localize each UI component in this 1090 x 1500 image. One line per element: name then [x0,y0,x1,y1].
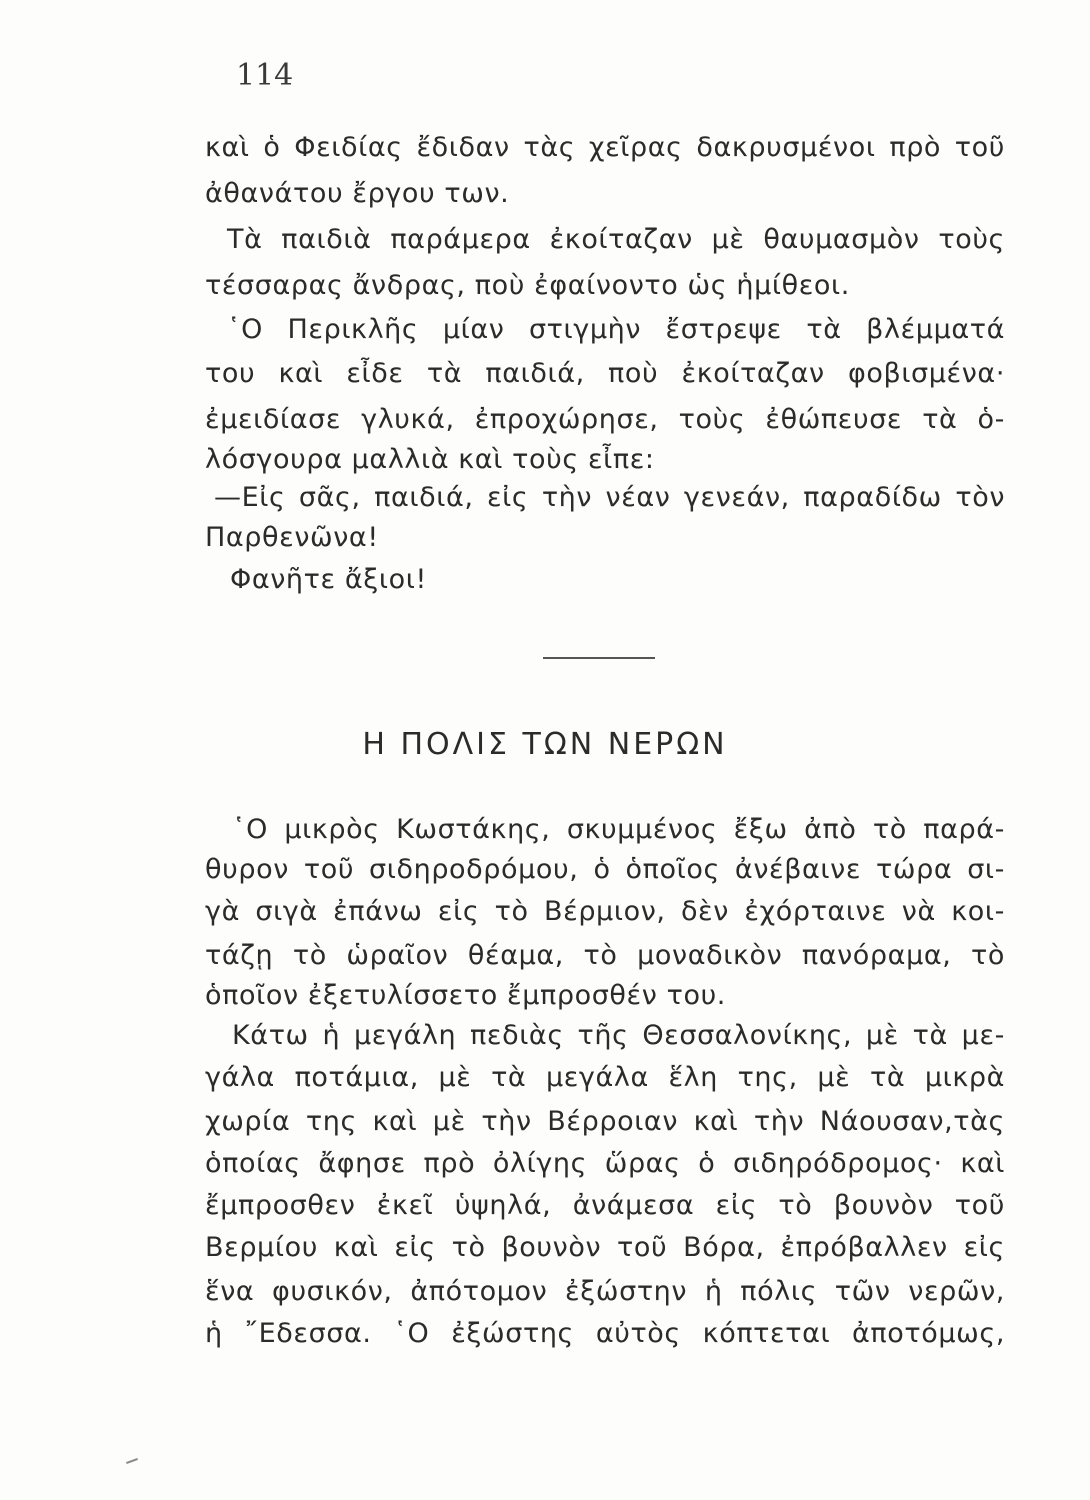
text-line: γάλα ποτάμια, μὲ τὰ μεγάλα ἕλη της, μὲ τὰ μικρὰ [205,1062,1005,1093]
text-line: Κάτω ἡ μεγάλη πεδιὰς τῆς Θεσσαλονίκης, μὲ τὰ με- [232,1020,1005,1051]
text-line: ἕνα φυσικόν, ἀπότομον ἐξώστην ἡ πόλις τῶν νερῶν, [205,1276,1005,1307]
text-line: τάζῃ τὸ ὡραῖον θέαμα, τὸ μοναδικὸν πανόραμα, τὸ [205,940,1005,971]
print-speck [126,1458,138,1464]
page-number: 114 [236,58,294,93]
text-line: Παρθενῶνα! [205,522,379,553]
text-line: Τὰ παιδιὰ παράμερα ἐκοίταζαν μὲ θαυμασμὸν τοὺς [227,224,1005,255]
text-line: του καὶ εἶδε τὰ παιδιά, ποὺ ἐκοίταζαν φοβισμένα· [205,358,1005,389]
text-line: χωρία της καὶ μὲ τὴν Βέρροιαν καὶ τὴν Νάουσαν,τὰς [205,1106,1005,1137]
text-line: λόσγουρα μαλλιὰ καὶ τοὺς εἶπε: [205,444,655,475]
text-line: Βερμίου καὶ εἰς τὸ βουνὸν τοῦ Βόρα, ἐπρόβαλλεν εἰς [205,1232,1005,1263]
text-line: ῾Ο μικρὸς Κωστάκης, σκυμμένος ἔξω ἀπὸ τὸ παρά- [232,814,1005,845]
text-line: —Εἰς σᾶς, παιδιά, εἰς τὴν νέαν γενεάν, παραδίδω τὸν [214,482,1005,513]
text-line: ῾Ο Περικλῆς μίαν στιγμὴν ἔστρεψε τὰ βλέμματά [227,314,1005,345]
text-line: ὁποῖον ἐξετυλίσσετο ἔμπροσθέν του. [205,980,726,1011]
text-line: θυρον τοῦ σιδηροδρόμου, ὁ ὁποῖος ἀνέβαινε τώρα σι- [205,854,1005,885]
text-line: γὰ σιγὰ ἐπάνω εἰς τὸ Βέρμιον, δὲν ἐχόρταινε νὰ κοι- [205,896,1005,927]
text-line: τέσσαρας ἄνδρας, ποὺ ἐφαίνοντο ὡς ἡμίθεοι. [205,270,850,301]
text-line: ὁποίας ἄφησε πρὸ ὀλίγης ὥρας ὁ σιδηρόδρομος· καὶ [205,1148,1005,1179]
text-line: ἀθανάτου ἔργου των. [205,178,510,209]
section-title: Η ΠΟΛΙΣ ΤΩΝ ΝΕΡΩΝ [362,727,728,762]
text-line: ἐμειδίασε γλυκά, ἐπροχώρησε, τοὺς ἐθώπευσε τὰ ὁ- [205,404,1005,435]
text-line: Φανῆτε ἄξιοι! [230,564,427,595]
section-separator [543,657,655,659]
text-line: ἡ ῎Εδεσσα. ῾Ο ἐξώστης αὐτὸς κόπτεται ἀποτόμως, [205,1318,1005,1349]
text-line: καὶ ὁ Φειδίας ἔδιδαν τὰς χεῖρας δακρυσμένοι πρὸ τοῦ [205,132,1005,163]
text-line: ἔμπροσθεν ἐκεῖ ὑψηλά, ἀνάμεσα εἰς τὸ βουνὸν τοῦ [205,1190,1005,1221]
